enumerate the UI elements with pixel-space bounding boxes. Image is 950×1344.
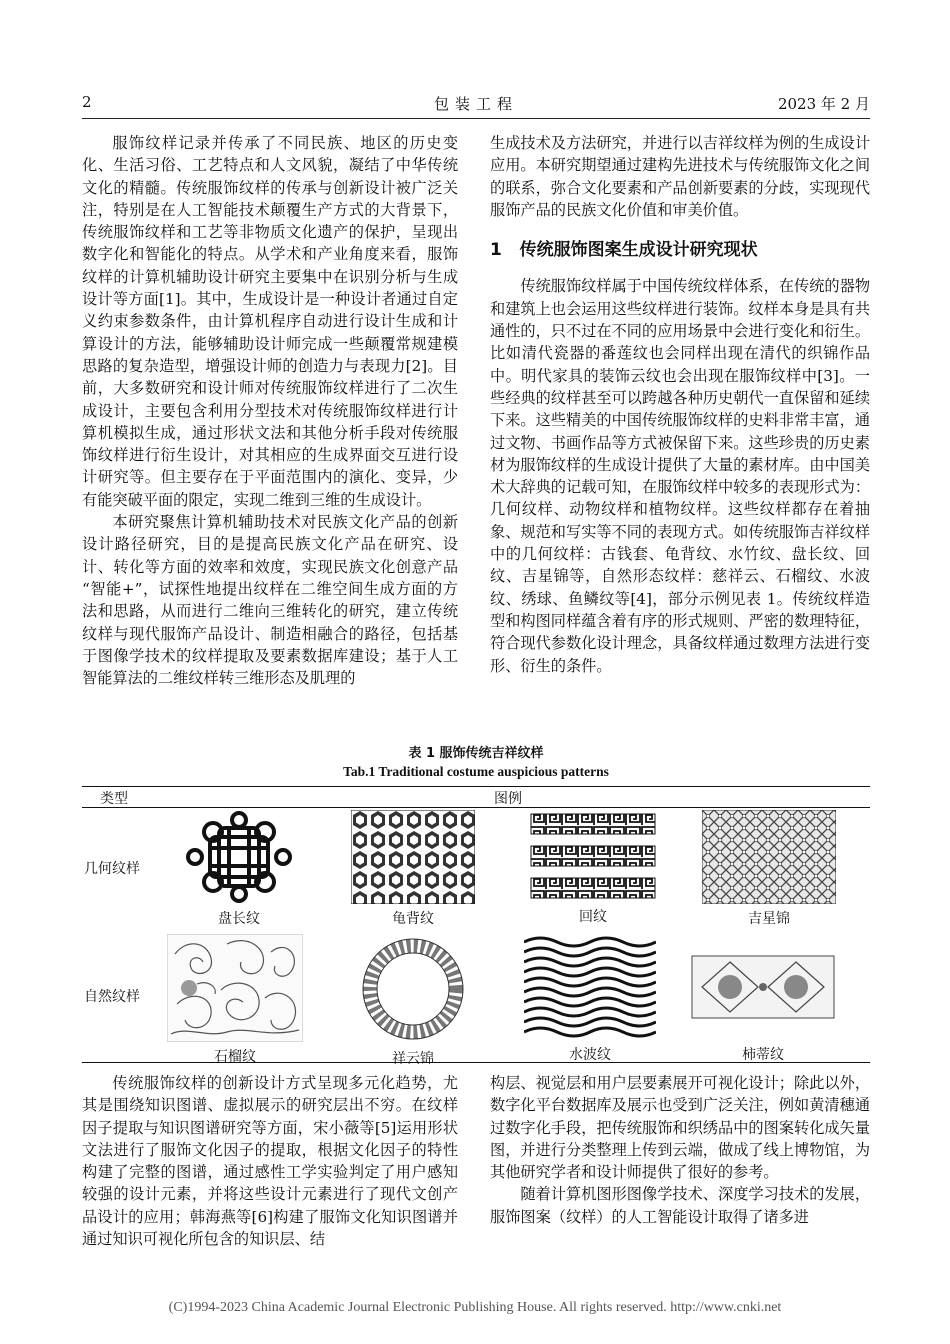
auspicious-cloud-ring-image (358, 934, 468, 1044)
pattern-label: 龟背纹 (392, 911, 434, 927)
paragraph: 传统服饰纹样的创新设计方式呈现多元化趋势，尤其是围绕知识图谱、虚拟展示的研究层出不穷。在纹样因子提取与知识图谱研究等方面，宋小薇等[5]运用形状文法进行了服饰文化因子的提取，根据文化因子的特性构建了完整的图谱，通过感性工学实验判定了用户感知较强的设计元素，并将这些设计元素进行了现代文创产品设计的应用；韩海燕等[6]构建了服饰文化知识图谱并通过知识可视化所包含的知识层、结 (82, 1074, 458, 1249)
pattern-cell (518, 810, 668, 926)
paragraph: 本研究聚焦计算机辅助技术对民族文化产品的创新设计路径研究，目的是提高民族文化产品在研究、设计、转化等方面的效率和效度，实现民族文化创意产品 “智能+”，试探性地提出纹样在二维空间生成方面的方法和思路，从而进行二维向三维转化的研究，建立传统纹样与现代服饰产品设计、制造相融合的路径，包括基于图像学技术的纹样提取及要素数据库建设；基于人工智能算法的二维纹样转三维形态及肌理的 (82, 513, 458, 688)
pattern-label: 水波纹 (569, 1047, 611, 1063)
pattern-cell (515, 934, 665, 1064)
pattern-label: 盘长纹 (218, 911, 260, 927)
right-column-bottom (490, 1072, 870, 1228)
pomegranate-pattern-image (167, 934, 303, 1042)
issue-date: 2023 年 2 月 (777, 95, 870, 113)
copyright-footer: (C)1994-2023 China Academic Journal Electronic Publishing House. All rights reserved. http://www.cnki.net (168, 1300, 782, 1315)
persimmon-calyx-pattern-image (690, 934, 836, 1040)
pattern-cell (688, 934, 838, 1064)
section-heading (490, 239, 870, 261)
pattern-label: 祥云锦 (392, 1051, 434, 1067)
pattern-cell (160, 934, 310, 1066)
pattern-cell (338, 934, 488, 1068)
pattern-cell (338, 810, 488, 928)
pattern-table (82, 786, 870, 1067)
section-title: 传统服饰图案生成设计研究现状 (519, 240, 758, 261)
section-number: 1 (490, 240, 502, 261)
water-wave-pattern-image (524, 934, 656, 1040)
table-header-rule (82, 807, 870, 808)
row-label-geometric: 几何纹样 (84, 861, 140, 877)
running-header (82, 93, 870, 115)
journal-title: 包装工程 (433, 95, 518, 113)
table-caption-en: Tab.1 Traditional costume auspicious patterns (343, 764, 609, 779)
paragraph: 构层、视觉层和用户层要素展开可视化设计；除此以外，数字化平台数据库及展示也受到广泛关注，例如黄清穗通过数字化手段，把传统服饰和织绣品中的图案转化成矢量图，并进行分类整理上传到云端，做成了线上博物馆，为其他研究学者和设计师提供了很好的参考。 (490, 1074, 870, 1182)
paragraph: 服饰纹样记录并传承了不同民族、地区的历史变化、生活习俗、工艺特点和人文风貌，凝结了中华传统文化的精髓。传统服饰纹样的传承与创新设计被广泛关注，特别是在人工智能技术颠覆生产方式的大背景下，传统服饰纹样和工艺等非物质文化遗产的保护，呈现出数字化和智能化的特点。从学术和产业角度来看，服饰纹样的计算机辅助设计研究主要集中在识别分析与生成设计等方面[1]。其中，生成设计是一种设计者通过自定义约束参数条件，由计算机程序自动进行设计生成和计算设计的方法，能够辅助设计师完成一些颠覆常规建模思路的复杂造型，增强设计师的创造力与表现力[2]。目前，大多数研究和设计师对传统服饰纹样进行了二次生成设计，主要包含利用分型技术对传统服饰纹样进行计算机模拟生成，通过形状文法和其他分析手段对传统服饰纹样进行衍生设计，对其相应的生成界面交互进行设计研究等。但主要存在于平面范围内的演化、变异，少有能突破平面的限定，实现二维到三维的生成设计。 (82, 134, 458, 509)
left-column-bottom (82, 1072, 458, 1250)
table-caption (82, 742, 870, 780)
paragraph: 随着计算机图形图像学技术、深度学习技术的发展，服饰图案（纹样）的人工智能设计取得了诸多进 (490, 1185, 870, 1226)
left-column-top (82, 132, 458, 689)
paragraph: 生成技术及方法研究，并进行以吉祥纹样为例的生成设计应用。本研究期望通过建构先进技术与传统服饰文化之间的联系，弥合文化要素和产品创新要素的分歧，实现现代服饰产品的民族文化价值和审美价值。 (490, 134, 870, 219)
right-column-top (490, 132, 870, 677)
row-label-natural: 自然纹样 (84, 989, 140, 1005)
paragraph: 传统服饰纹样属于中国传统纹样体系，在传统的器物和建筑上也会运用这些纹样进行装饰。纹样本身是具有共通性的，只不过在不同的应用场景中会进行变化和衍生。比如清代瓷器的番莲纹也会同样出现在清代的织锦作品中。明代家具的装饰云纹也会出现在服饰纹样中[3]。一些经典的纹样甚至可以跨越各种历史朝代一直保留和延续下来。这些精美的中国传统服饰纹样的史料非常丰富，通过文物、书画作品等方式被保留下来。这些珍贵的历史素材为服饰纹样的生成设计提供了大量的素材库。由中国美术大辞典的记载可知，在服饰纹样中较多的表现形式为：几何纹样、动物纹样和植物纹样。这些纹样都存在着抽象、规范和写实等不同的表现方式。如传统服饰吉祥纹样中的几何纹样：古钱套、龟背纹、水竹纹、盘长纹、回纹、吉星锦等，自然形态纹样：慈祥云、石榴纹、水波纹、绣球、鱼鳞纹等[4]，部分示例见表 1。传统纹样造型和构图同样蕴含着有序的形式规则、严密的数理特征，符合现代参数化设计理念，具备纹样通过数理方法进行变形、衍生的条件。 (490, 277, 870, 675)
pattern-label: 回纹 (579, 909, 607, 925)
header-rule (82, 118, 870, 119)
table-top-rule (82, 786, 870, 787)
pattern-label: 吉星锦 (748, 911, 790, 927)
pattern-label: 石榴纹 (214, 1049, 256, 1065)
table-header-example: 图例 (494, 791, 522, 807)
pattern-label: 柿蒂纹 (742, 1047, 784, 1063)
lucky-star-brocade-image (702, 810, 836, 904)
page-number: 2 (82, 93, 92, 111)
fret-pattern-image (529, 810, 657, 902)
pattern-cell (164, 810, 314, 928)
pattern-cell (694, 810, 844, 928)
turtle-back-pattern-image (351, 810, 475, 904)
table-caption-cn: 表 1 服饰传统吉祥纹样 (408, 746, 544, 761)
panchang-knot-image (183, 810, 295, 904)
table-header-type: 类型 (100, 791, 128, 807)
